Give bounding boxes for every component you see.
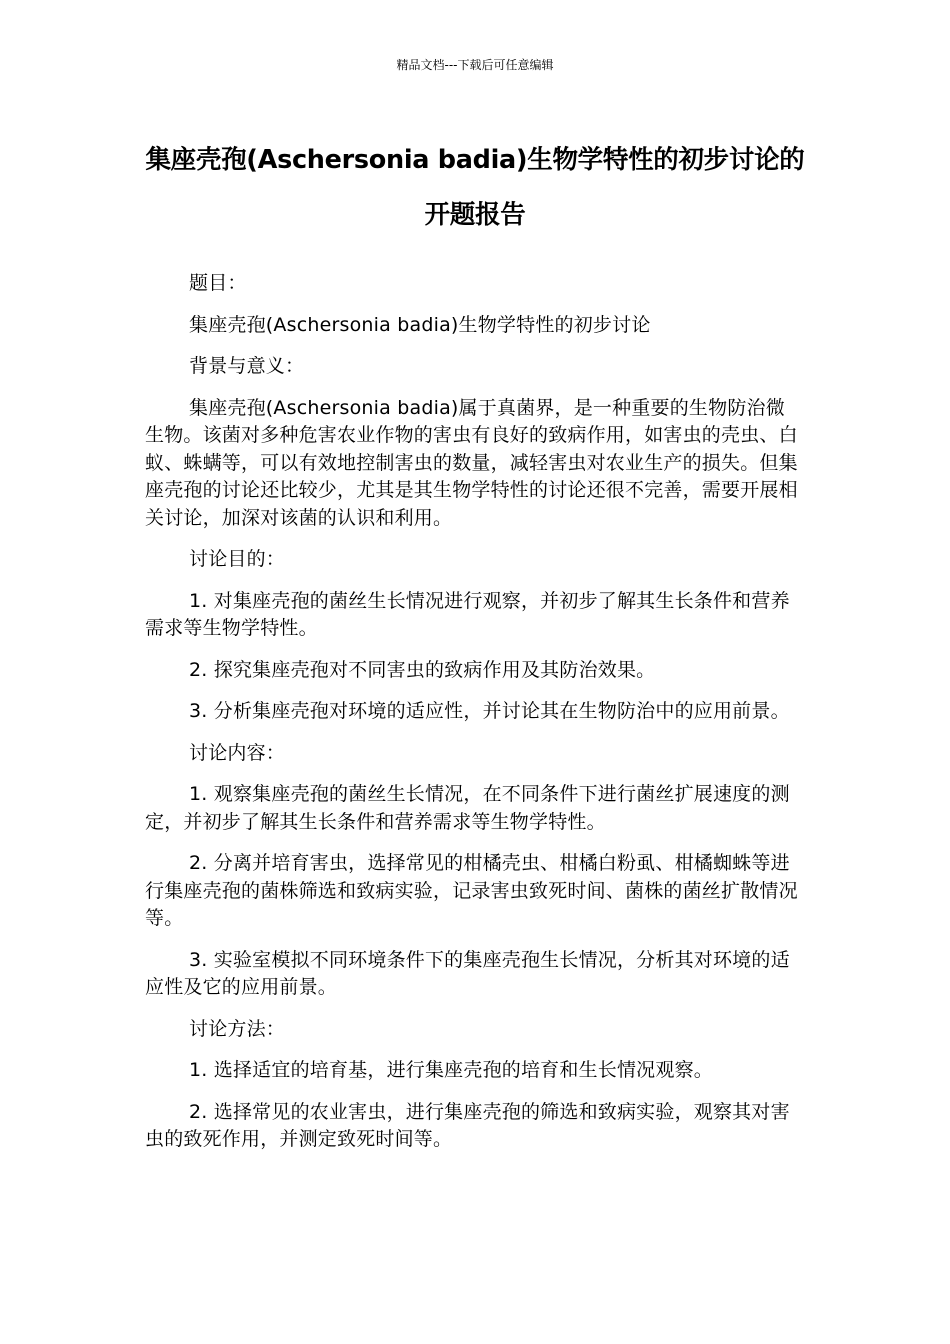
background-text: 集座壳孢(Aschersonia badia)属于真菌界，是一种重要的生物防治微生物。该菌对多种危害农业作物的害虫有良好的致病作用，如害虫的壳虫、白蚁、蛛螨等，可以有效地控制害虫的数量，减轻害虫对农业生产的损失。但集座壳孢的讨论还比较少，尤其是其生物学特性的讨论还很不完善，需要开展相关讨论，加深对该菌的认识和利用。: [145, 396, 798, 529]
content-item-3: 3. 实验室模拟不同环境条件下的集座壳孢生长情况，分析其对环境的适应性及它的应用前景。: [145, 948, 790, 998]
content-item-1: 1. 观察集座壳孢的菌丝生长情况，在不同条件下进行菌丝扩展速度的测定，并初步了解其生长条件和营养需求等生物学特性。: [145, 783, 790, 833]
heading-content: 讨论内容：: [189, 741, 286, 764]
document-body: [145, 270, 800, 1168]
page-header: 精品文档---下载后可任意编辑: [396, 58, 554, 72]
document-title: 集座壳孢(Aschersonia badia)生物学特性的初步讨论的开题报告: [145, 145, 805, 230]
purpose-item-2: 2. 探究集座壳孢对不同害虫的致病作用及其防治效果。: [189, 658, 656, 681]
heading-topic: 题目：: [189, 272, 247, 294]
heading-background: 背景与意义：: [189, 355, 305, 377]
topic-text: 集座壳孢(Aschersonia badia)生物学特性的初步讨论: [189, 313, 651, 336]
purpose-item-3: 3. 分析集座壳孢对环境的适应性，并讨论其在生物防治中的应用前景。: [189, 700, 790, 722]
purpose-item-1: 1. 对集座壳孢的菌丝生长情况进行观察，并初步了解其生长条件和营养需求等生物学特性。: [145, 589, 790, 639]
content-item-2: 2. 分离并培育害虫，选择常见的柑橘壳虫、柑橘白粉虱、柑橘蜘蛛等进行集座壳孢的菌株筛选和致病实验，记录害虫致死时间、菌株的菌丝扩散情况等。: [145, 852, 798, 929]
method-item-1: 1. 选择适宜的培育基，进行集座壳孢的培育和生长情况观察。: [189, 1059, 713, 1081]
method-item-2: 2. 选择常见的农业害虫，进行集座壳孢的筛选和致病实验，观察其对害虫的致死作用，并测定致死时间等。: [145, 1100, 790, 1150]
heading-purpose: 讨论目的：: [189, 548, 286, 570]
heading-method: 讨论方法：: [189, 1017, 286, 1040]
